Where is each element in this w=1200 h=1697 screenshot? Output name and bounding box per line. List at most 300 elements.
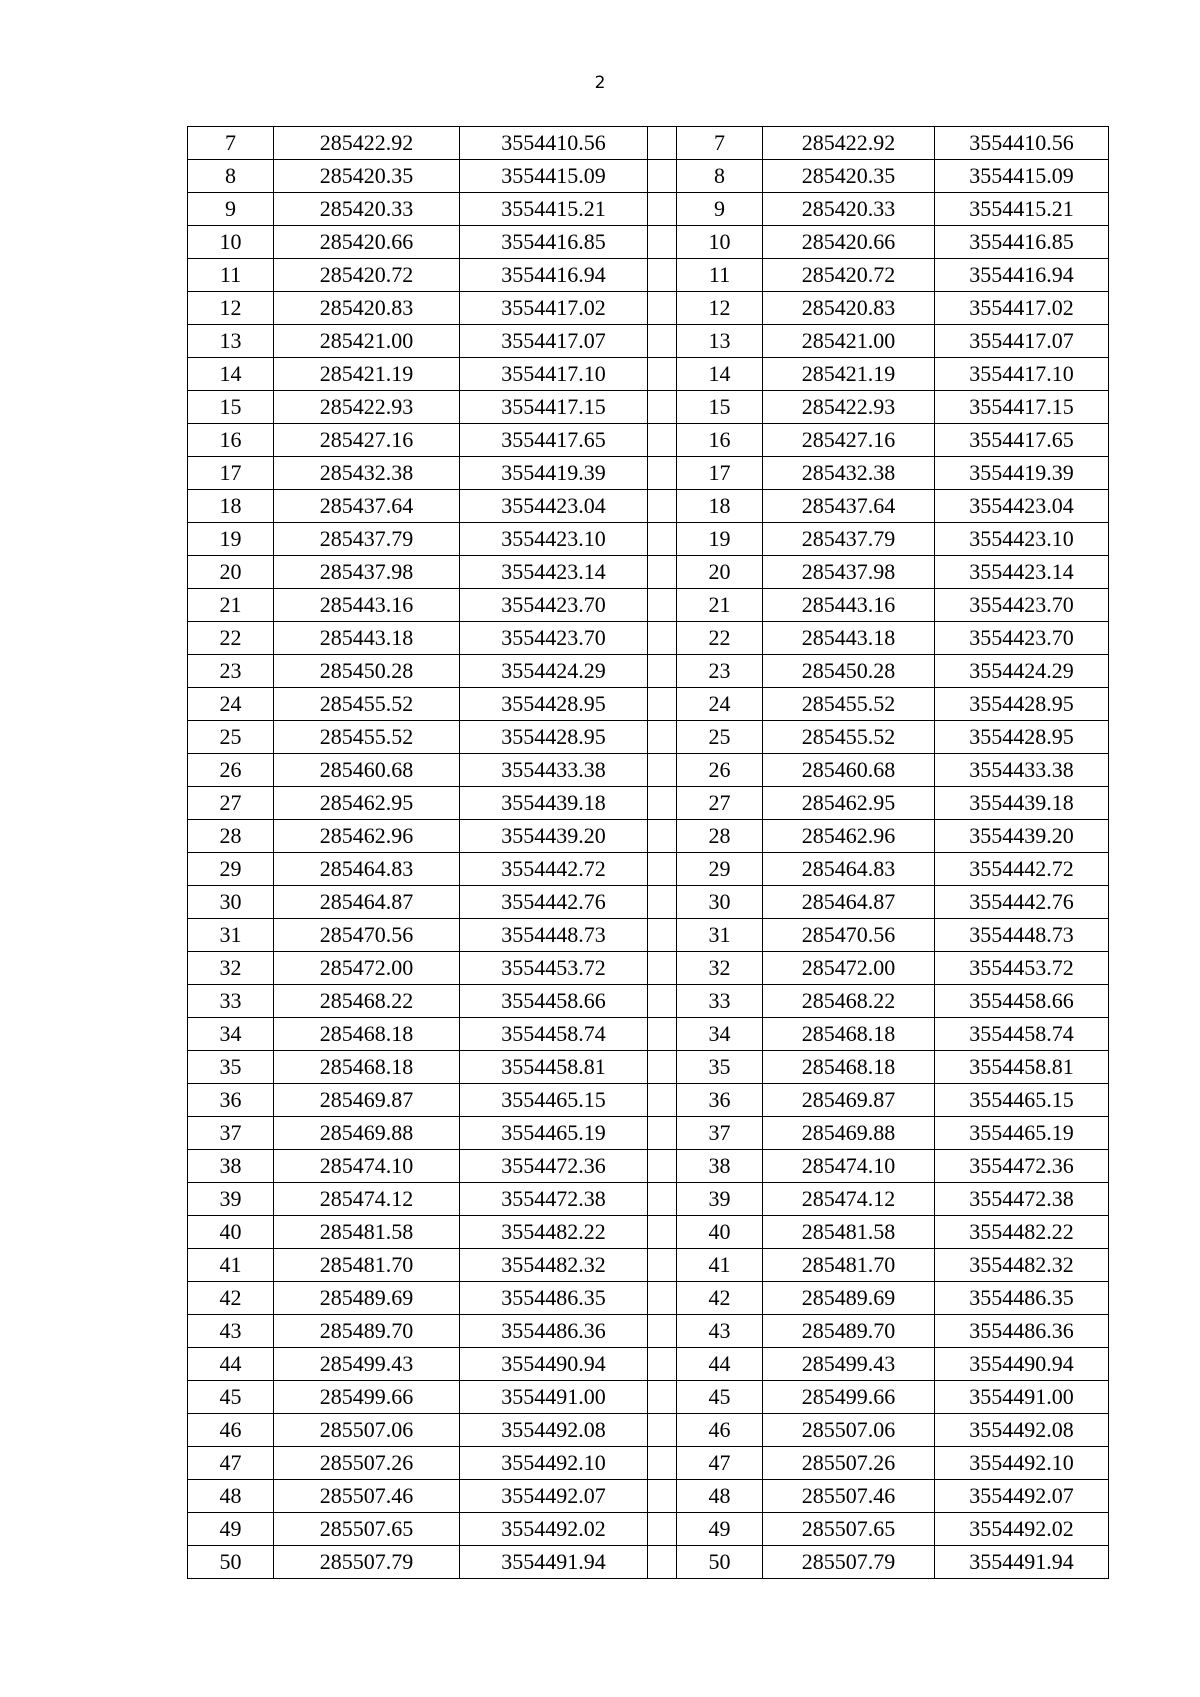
right-point-number-cell: 41 (677, 1249, 763, 1282)
left-x-coordinate-cell: 285469.87 (274, 1084, 460, 1117)
table-row (188, 1282, 1109, 1315)
right-point-number-cell: 31 (677, 919, 763, 952)
left-x-coordinate-cell: 285455.52 (274, 688, 460, 721)
left-x-coordinate-cell: 285421.19 (274, 358, 460, 391)
left-x-coordinate-cell: 285455.52 (274, 721, 460, 754)
table-row (188, 490, 1109, 523)
right-point-number-cell: 23 (677, 655, 763, 688)
left-y-coordinate-cell: 3554439.20 (460, 820, 648, 853)
right-y-coordinate-cell: 3554458.81 (935, 1051, 1109, 1084)
left-y-coordinate-cell: 3554453.72 (460, 952, 648, 985)
left-x-coordinate-cell: 285464.87 (274, 886, 460, 919)
right-point-number-cell: 35 (677, 1051, 763, 1084)
right-point-number-cell: 18 (677, 490, 763, 523)
left-y-coordinate-cell: 3554417.07 (460, 325, 648, 358)
left-point-number-cell: 37 (188, 1117, 274, 1150)
right-point-number-cell: 19 (677, 523, 763, 556)
left-point-number-cell: 21 (188, 589, 274, 622)
left-x-coordinate-cell: 285489.70 (274, 1315, 460, 1348)
separator-cell (648, 325, 677, 358)
right-y-coordinate-cell: 3554423.14 (935, 556, 1109, 589)
right-x-coordinate-cell: 285443.16 (763, 589, 935, 622)
table-row (188, 556, 1109, 589)
left-x-coordinate-cell: 285468.18 (274, 1018, 460, 1051)
left-y-coordinate-cell: 3554433.38 (460, 754, 648, 787)
left-point-number-cell: 36 (188, 1084, 274, 1117)
left-y-coordinate-cell: 3554448.73 (460, 919, 648, 952)
left-y-coordinate-cell: 3554491.00 (460, 1381, 648, 1414)
left-y-coordinate-cell: 3554492.07 (460, 1480, 648, 1513)
left-y-coordinate-cell: 3554482.32 (460, 1249, 648, 1282)
table-row (188, 589, 1109, 622)
right-point-number-cell: 21 (677, 589, 763, 622)
right-x-coordinate-cell: 285507.79 (763, 1546, 935, 1579)
left-point-number-cell: 40 (188, 1216, 274, 1249)
right-y-coordinate-cell: 3554472.38 (935, 1183, 1109, 1216)
left-y-coordinate-cell: 3554410.56 (460, 127, 648, 160)
right-x-coordinate-cell: 285481.70 (763, 1249, 935, 1282)
table-row (188, 226, 1109, 259)
right-y-coordinate-cell: 3554492.08 (935, 1414, 1109, 1447)
left-y-coordinate-cell: 3554423.70 (460, 589, 648, 622)
left-point-number-cell: 27 (188, 787, 274, 820)
left-x-coordinate-cell: 285420.33 (274, 193, 460, 226)
table-row (188, 1150, 1109, 1183)
table-row (188, 193, 1109, 226)
right-point-number-cell: 50 (677, 1546, 763, 1579)
table-row (188, 1117, 1109, 1150)
right-y-coordinate-cell: 3554415.09 (935, 160, 1109, 193)
table-row (188, 292, 1109, 325)
right-point-number-cell: 39 (677, 1183, 763, 1216)
left-x-coordinate-cell: 285462.96 (274, 820, 460, 853)
right-x-coordinate-cell: 285422.93 (763, 391, 935, 424)
left-x-coordinate-cell: 285507.26 (274, 1447, 460, 1480)
left-point-number-cell: 32 (188, 952, 274, 985)
right-y-coordinate-cell: 3554490.94 (935, 1348, 1109, 1381)
right-point-number-cell: 16 (677, 424, 763, 457)
left-y-coordinate-cell: 3554419.39 (460, 457, 648, 490)
right-x-coordinate-cell: 285455.52 (763, 688, 935, 721)
left-point-number-cell: 19 (188, 523, 274, 556)
left-point-number-cell: 18 (188, 490, 274, 523)
right-y-coordinate-cell: 3554472.36 (935, 1150, 1109, 1183)
right-point-number-cell: 29 (677, 853, 763, 886)
left-point-number-cell: 43 (188, 1315, 274, 1348)
right-x-coordinate-cell: 285462.95 (763, 787, 935, 820)
table-row (188, 886, 1109, 919)
right-x-coordinate-cell: 285507.26 (763, 1447, 935, 1480)
left-point-number-cell: 50 (188, 1546, 274, 1579)
separator-cell (648, 622, 677, 655)
left-point-number-cell: 14 (188, 358, 274, 391)
right-point-number-cell: 10 (677, 226, 763, 259)
left-x-coordinate-cell: 285450.28 (274, 655, 460, 688)
left-y-coordinate-cell: 3554492.10 (460, 1447, 648, 1480)
right-point-number-cell: 7 (677, 127, 763, 160)
right-point-number-cell: 34 (677, 1018, 763, 1051)
left-x-coordinate-cell: 285464.83 (274, 853, 460, 886)
table-row (188, 1348, 1109, 1381)
right-x-coordinate-cell: 285507.46 (763, 1480, 935, 1513)
right-x-coordinate-cell: 285437.98 (763, 556, 935, 589)
right-x-coordinate-cell: 285507.06 (763, 1414, 935, 1447)
right-y-coordinate-cell: 3554410.56 (935, 127, 1109, 160)
table-row (188, 1513, 1109, 1546)
right-point-number-cell: 43 (677, 1315, 763, 1348)
right-point-number-cell: 47 (677, 1447, 763, 1480)
left-point-number-cell: 39 (188, 1183, 274, 1216)
right-x-coordinate-cell: 285507.65 (763, 1513, 935, 1546)
left-x-coordinate-cell: 285472.00 (274, 952, 460, 985)
left-point-number-cell: 24 (188, 688, 274, 721)
left-y-coordinate-cell: 3554472.38 (460, 1183, 648, 1216)
right-x-coordinate-cell: 285470.56 (763, 919, 935, 952)
right-y-coordinate-cell: 3554448.73 (935, 919, 1109, 952)
right-point-number-cell: 32 (677, 952, 763, 985)
table-row (188, 259, 1109, 292)
separator-cell (648, 787, 677, 820)
left-y-coordinate-cell: 3554490.94 (460, 1348, 648, 1381)
right-y-coordinate-cell: 3554458.66 (935, 985, 1109, 1018)
right-x-coordinate-cell: 285474.10 (763, 1150, 935, 1183)
right-x-coordinate-cell: 285437.64 (763, 490, 935, 523)
left-x-coordinate-cell: 285432.38 (274, 457, 460, 490)
left-x-coordinate-cell: 285481.58 (274, 1216, 460, 1249)
right-point-number-cell: 30 (677, 886, 763, 919)
table-row (188, 160, 1109, 193)
left-x-coordinate-cell: 285474.12 (274, 1183, 460, 1216)
left-y-coordinate-cell: 3554415.09 (460, 160, 648, 193)
table-row (188, 1480, 1109, 1513)
table-row (188, 1546, 1109, 1579)
right-x-coordinate-cell: 285420.66 (763, 226, 935, 259)
left-y-coordinate-cell: 3554428.95 (460, 688, 648, 721)
left-x-coordinate-cell: 285489.69 (274, 1282, 460, 1315)
separator-cell (648, 1414, 677, 1447)
left-x-coordinate-cell: 285481.70 (274, 1249, 460, 1282)
separator-cell (648, 226, 677, 259)
table-row (188, 853, 1109, 886)
separator-cell (648, 127, 677, 160)
right-point-number-cell: 44 (677, 1348, 763, 1381)
table-row (188, 919, 1109, 952)
left-y-coordinate-cell: 3554439.18 (460, 787, 648, 820)
right-y-coordinate-cell: 3554439.18 (935, 787, 1109, 820)
table-row (188, 1447, 1109, 1480)
table-row (188, 1018, 1109, 1051)
left-point-number-cell: 13 (188, 325, 274, 358)
table-row (188, 655, 1109, 688)
left-point-number-cell: 15 (188, 391, 274, 424)
right-y-coordinate-cell: 3554458.74 (935, 1018, 1109, 1051)
left-point-number-cell: 11 (188, 259, 274, 292)
separator-cell (648, 853, 677, 886)
left-point-number-cell: 42 (188, 1282, 274, 1315)
right-y-coordinate-cell: 3554482.32 (935, 1249, 1109, 1282)
right-y-coordinate-cell: 3554417.02 (935, 292, 1109, 325)
right-y-coordinate-cell: 3554428.95 (935, 688, 1109, 721)
separator-cell (648, 160, 677, 193)
table-row (188, 1414, 1109, 1447)
left-point-number-cell: 46 (188, 1414, 274, 1447)
separator-cell (648, 424, 677, 457)
right-y-coordinate-cell: 3554482.22 (935, 1216, 1109, 1249)
right-x-coordinate-cell: 285420.35 (763, 160, 935, 193)
left-point-number-cell: 30 (188, 886, 274, 919)
separator-cell (648, 820, 677, 853)
right-x-coordinate-cell: 285455.52 (763, 721, 935, 754)
separator-cell (648, 1150, 677, 1183)
left-y-coordinate-cell: 3554417.02 (460, 292, 648, 325)
left-y-coordinate-cell: 3554423.04 (460, 490, 648, 523)
left-y-coordinate-cell: 3554458.66 (460, 985, 648, 1018)
table-row (188, 622, 1109, 655)
table-row (188, 424, 1109, 457)
left-point-number-cell: 45 (188, 1381, 274, 1414)
right-x-coordinate-cell: 285472.00 (763, 952, 935, 985)
left-point-number-cell: 16 (188, 424, 274, 457)
separator-cell (648, 193, 677, 226)
left-point-number-cell: 33 (188, 985, 274, 1018)
right-x-coordinate-cell: 285469.88 (763, 1117, 935, 1150)
left-point-number-cell: 31 (188, 919, 274, 952)
right-y-coordinate-cell: 3554415.21 (935, 193, 1109, 226)
right-x-coordinate-cell: 285420.83 (763, 292, 935, 325)
left-point-number-cell: 20 (188, 556, 274, 589)
left-point-number-cell: 49 (188, 1513, 274, 1546)
right-y-coordinate-cell: 3554417.65 (935, 424, 1109, 457)
right-x-coordinate-cell: 285499.66 (763, 1381, 935, 1414)
left-point-number-cell: 28 (188, 820, 274, 853)
separator-cell (648, 1018, 677, 1051)
left-point-number-cell: 8 (188, 160, 274, 193)
right-point-number-cell: 28 (677, 820, 763, 853)
left-y-coordinate-cell: 3554492.08 (460, 1414, 648, 1447)
separator-cell (648, 358, 677, 391)
left-y-coordinate-cell: 3554423.70 (460, 622, 648, 655)
table-row (188, 1183, 1109, 1216)
right-point-number-cell: 37 (677, 1117, 763, 1150)
right-point-number-cell: 40 (677, 1216, 763, 1249)
right-y-coordinate-cell: 3554442.72 (935, 853, 1109, 886)
right-y-coordinate-cell: 3554486.35 (935, 1282, 1109, 1315)
left-y-coordinate-cell: 3554417.15 (460, 391, 648, 424)
left-point-number-cell: 22 (188, 622, 274, 655)
table-row (188, 820, 1109, 853)
right-point-number-cell: 11 (677, 259, 763, 292)
left-point-number-cell: 25 (188, 721, 274, 754)
left-point-number-cell: 38 (188, 1150, 274, 1183)
left-x-coordinate-cell: 285468.22 (274, 985, 460, 1018)
right-point-number-cell: 20 (677, 556, 763, 589)
left-point-number-cell: 7 (188, 127, 274, 160)
separator-cell (648, 1249, 677, 1282)
table-row (188, 721, 1109, 754)
right-x-coordinate-cell: 285464.83 (763, 853, 935, 886)
left-point-number-cell: 26 (188, 754, 274, 787)
table-row (188, 1381, 1109, 1414)
right-point-number-cell: 22 (677, 622, 763, 655)
left-x-coordinate-cell: 285499.43 (274, 1348, 460, 1381)
left-y-coordinate-cell: 3554486.35 (460, 1282, 648, 1315)
right-x-coordinate-cell: 285468.18 (763, 1051, 935, 1084)
separator-cell (648, 556, 677, 589)
separator-cell (648, 1117, 677, 1150)
left-point-number-cell: 47 (188, 1447, 274, 1480)
table-row (188, 952, 1109, 985)
left-point-number-cell: 9 (188, 193, 274, 226)
separator-cell (648, 523, 677, 556)
right-x-coordinate-cell: 285489.69 (763, 1282, 935, 1315)
left-y-coordinate-cell: 3554458.81 (460, 1051, 648, 1084)
separator-cell (648, 1381, 677, 1414)
separator-cell (648, 1051, 677, 1084)
separator-cell (648, 952, 677, 985)
left-x-coordinate-cell: 285421.00 (274, 325, 460, 358)
right-point-number-cell: 12 (677, 292, 763, 325)
separator-cell (648, 919, 677, 952)
page-number: 2 (594, 73, 606, 93)
right-x-coordinate-cell: 285469.87 (763, 1084, 935, 1117)
right-y-coordinate-cell: 3554417.07 (935, 325, 1109, 358)
separator-cell (648, 391, 677, 424)
right-y-coordinate-cell: 3554492.02 (935, 1513, 1109, 1546)
left-y-coordinate-cell: 3554472.36 (460, 1150, 648, 1183)
table-row (188, 1084, 1109, 1117)
left-x-coordinate-cell: 285420.83 (274, 292, 460, 325)
left-x-coordinate-cell: 285462.95 (274, 787, 460, 820)
left-y-coordinate-cell: 3554458.74 (460, 1018, 648, 1051)
table-row (188, 457, 1109, 490)
table-row (188, 1216, 1109, 1249)
separator-cell (648, 1183, 677, 1216)
left-x-coordinate-cell: 285469.88 (274, 1117, 460, 1150)
right-x-coordinate-cell: 285421.00 (763, 325, 935, 358)
right-x-coordinate-cell: 285462.96 (763, 820, 935, 853)
left-y-coordinate-cell: 3554465.19 (460, 1117, 648, 1150)
left-x-coordinate-cell: 285420.66 (274, 226, 460, 259)
separator-cell (648, 1447, 677, 1480)
coordinates-table (187, 126, 1109, 1579)
left-x-coordinate-cell: 285470.56 (274, 919, 460, 952)
separator-cell (648, 457, 677, 490)
left-y-coordinate-cell: 3554486.36 (460, 1315, 648, 1348)
right-y-coordinate-cell: 3554416.85 (935, 226, 1109, 259)
table-row (188, 523, 1109, 556)
left-y-coordinate-cell: 3554423.14 (460, 556, 648, 589)
right-x-coordinate-cell: 285421.19 (763, 358, 935, 391)
separator-cell (648, 754, 677, 787)
right-y-coordinate-cell: 3554423.70 (935, 589, 1109, 622)
left-y-coordinate-cell: 3554417.65 (460, 424, 648, 457)
right-y-coordinate-cell: 3554439.20 (935, 820, 1109, 853)
left-x-coordinate-cell: 285443.18 (274, 622, 460, 655)
right-y-coordinate-cell: 3554423.10 (935, 523, 1109, 556)
right-y-coordinate-cell: 3554417.10 (935, 358, 1109, 391)
left-point-number-cell: 35 (188, 1051, 274, 1084)
left-y-coordinate-cell: 3554442.72 (460, 853, 648, 886)
right-x-coordinate-cell: 285481.58 (763, 1216, 935, 1249)
left-x-coordinate-cell: 285507.79 (274, 1546, 460, 1579)
separator-cell (648, 1546, 677, 1579)
right-x-coordinate-cell: 285468.18 (763, 1018, 935, 1051)
right-y-coordinate-cell: 3554424.29 (935, 655, 1109, 688)
left-x-coordinate-cell: 285468.18 (274, 1051, 460, 1084)
right-point-number-cell: 17 (677, 457, 763, 490)
right-y-coordinate-cell: 3554492.07 (935, 1480, 1109, 1513)
left-y-coordinate-cell: 3554492.02 (460, 1513, 648, 1546)
separator-cell (648, 985, 677, 1018)
right-x-coordinate-cell: 285437.79 (763, 523, 935, 556)
right-x-coordinate-cell: 285474.12 (763, 1183, 935, 1216)
right-x-coordinate-cell: 285489.70 (763, 1315, 935, 1348)
separator-cell (648, 1348, 677, 1381)
right-y-coordinate-cell: 3554428.95 (935, 721, 1109, 754)
separator-cell (648, 1216, 677, 1249)
right-y-coordinate-cell: 3554486.36 (935, 1315, 1109, 1348)
left-y-coordinate-cell: 3554416.85 (460, 226, 648, 259)
left-x-coordinate-cell: 285507.06 (274, 1414, 460, 1447)
right-point-number-cell: 48 (677, 1480, 763, 1513)
left-y-coordinate-cell: 3554416.94 (460, 259, 648, 292)
separator-cell (648, 721, 677, 754)
left-point-number-cell: 41 (188, 1249, 274, 1282)
left-point-number-cell: 34 (188, 1018, 274, 1051)
right-x-coordinate-cell: 285420.72 (763, 259, 935, 292)
separator-cell (648, 1315, 677, 1348)
left-x-coordinate-cell: 285443.16 (274, 589, 460, 622)
left-x-coordinate-cell: 285437.79 (274, 523, 460, 556)
left-x-coordinate-cell: 285474.10 (274, 1150, 460, 1183)
left-point-number-cell: 12 (188, 292, 274, 325)
right-point-number-cell: 33 (677, 985, 763, 1018)
left-x-coordinate-cell: 285427.16 (274, 424, 460, 457)
right-point-number-cell: 27 (677, 787, 763, 820)
left-point-number-cell: 29 (188, 853, 274, 886)
left-x-coordinate-cell: 285437.98 (274, 556, 460, 589)
right-x-coordinate-cell: 285460.68 (763, 754, 935, 787)
right-point-number-cell: 15 (677, 391, 763, 424)
separator-cell (648, 1084, 677, 1117)
right-point-number-cell: 9 (677, 193, 763, 226)
right-point-number-cell: 24 (677, 688, 763, 721)
right-point-number-cell: 13 (677, 325, 763, 358)
table-row (188, 787, 1109, 820)
right-y-coordinate-cell: 3554492.10 (935, 1447, 1109, 1480)
right-y-coordinate-cell: 3554491.94 (935, 1546, 1109, 1579)
right-y-coordinate-cell: 3554491.00 (935, 1381, 1109, 1414)
right-point-number-cell: 49 (677, 1513, 763, 1546)
right-y-coordinate-cell: 3554423.70 (935, 622, 1109, 655)
right-point-number-cell: 14 (677, 358, 763, 391)
table-row (188, 1249, 1109, 1282)
left-y-coordinate-cell: 3554482.22 (460, 1216, 648, 1249)
right-y-coordinate-cell: 3554465.19 (935, 1117, 1109, 1150)
separator-cell (648, 490, 677, 523)
table-row (188, 754, 1109, 787)
left-point-number-cell: 44 (188, 1348, 274, 1381)
separator-cell (648, 589, 677, 622)
left-y-coordinate-cell: 3554423.10 (460, 523, 648, 556)
left-x-coordinate-cell: 285420.35 (274, 160, 460, 193)
right-point-number-cell: 45 (677, 1381, 763, 1414)
left-y-coordinate-cell: 3554465.15 (460, 1084, 648, 1117)
table-row (188, 325, 1109, 358)
left-x-coordinate-cell: 285422.93 (274, 391, 460, 424)
table-row (188, 127, 1109, 160)
right-point-number-cell: 26 (677, 754, 763, 787)
